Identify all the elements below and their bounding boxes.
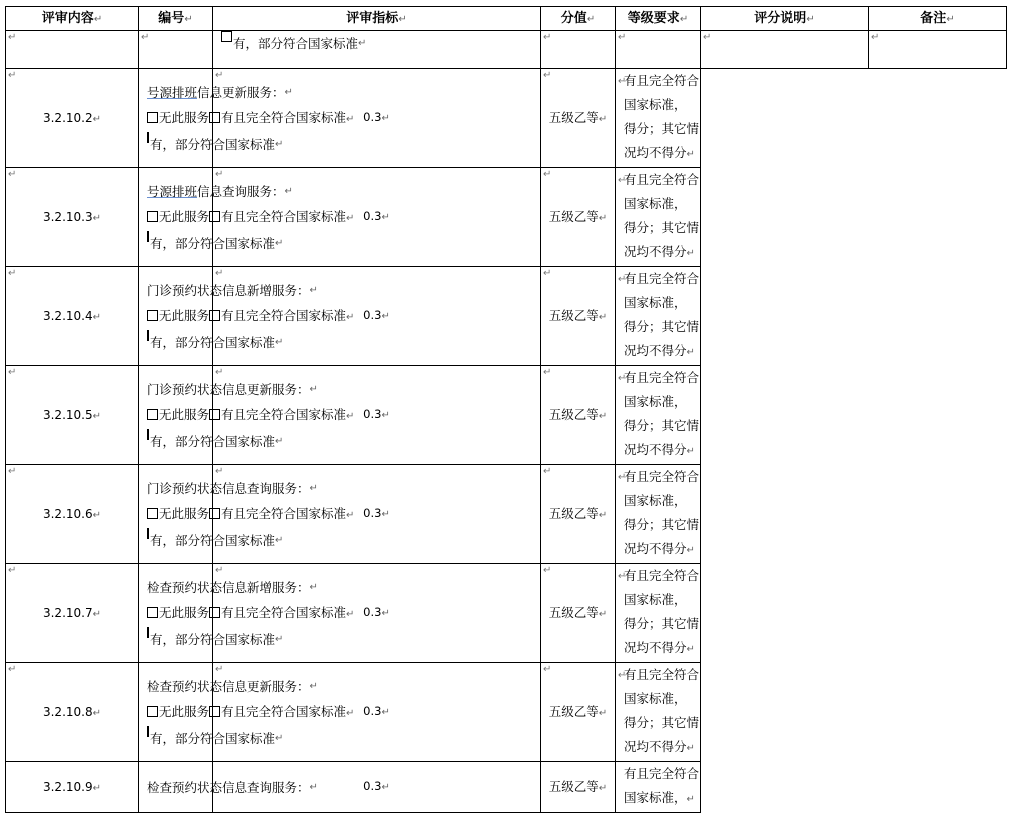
header-number: 编号↵ (139, 7, 213, 31)
item-number: 3.2.10.4 (42, 308, 93, 323)
option-none: 无此服务 (147, 303, 209, 330)
checkbox-icon[interactable] (147, 409, 158, 420)
explanation-cell: ↵ 有且完全符合国家标准， 得分；其它情况均不得分↵ (616, 366, 701, 465)
title-text: 检查预约状态信息查询服务： (147, 779, 310, 795)
score-value: 0.3 (363, 407, 382, 421)
score-cell: ↵ 0.3↵ (213, 69, 541, 168)
level-cell: ↵ 五级乙等↵ (541, 267, 616, 366)
option-partial: 有，部分符合国家标准 ↵ (147, 726, 206, 751)
level-value: 五级乙等 (548, 209, 599, 224)
item-number: 3.2.10.5 (42, 407, 93, 422)
explanation-cell: ↵ 有且完全符合国家标准， 得分；其它情况均不得分↵ (616, 465, 701, 564)
score-cell: ↵ 0.3↵ (213, 366, 541, 465)
title-text: 门诊预约状态信息查询服务： (147, 480, 310, 496)
indicator-title: 门诊预约状态信息更新服务： ↵ (147, 377, 206, 402)
explanation-cell: ↵ 有且完全符合国家标准， 得分；其它情况均不得分↵ (616, 663, 701, 762)
item-number: 3.2.10.2 (42, 110, 93, 125)
explanation-line-2: 得分；其它情况均不得分 (624, 418, 700, 457)
explanation-line-2: 得分；其它情况均不得分 (624, 715, 700, 754)
score-cell: ↵ 0.3↵ (213, 663, 541, 762)
option-full: 有且完全符合国家标准↵ (209, 600, 354, 627)
table-row (6, 267, 1007, 366)
item-number: 3.2.10.7 (42, 605, 93, 620)
level-cell: ↵ 五级乙等↵ (541, 168, 616, 267)
explanation-cell: 有且完全符合国家标准，↵ (616, 762, 701, 813)
title-text: 信息更新服务： (197, 84, 285, 100)
item-number: 3.2.10.6 (42, 506, 93, 521)
checkbox-icon[interactable] (147, 508, 158, 519)
checkbox-icon[interactable] (147, 231, 149, 242)
indicator-title: 门诊预约状态信息新增服务： ↵ (147, 278, 206, 303)
explanation-cell: ↵ 有且完全符合国家标准， 得分；其它情况均不得分↵ (616, 564, 701, 663)
table-row (6, 564, 1007, 663)
title-underlined: 号源排班 (147, 84, 198, 100)
number-cell: 3.2.10.9↵ (6, 762, 139, 813)
item-number: 3.2.10.8 (42, 704, 93, 719)
explanation-line-2: 得分；其它情况均不得分 (624, 616, 700, 655)
score-cell: ↵ (541, 31, 616, 69)
title-text: 检查预约状态信息更新服务： (147, 678, 310, 694)
option-full: 有且完全符合国家标准↵ (209, 402, 354, 429)
explanation-line-1: 有且完全符合国家标准， (624, 766, 700, 805)
score-value: 0.3 (363, 506, 382, 520)
explanation-line-1: 有且完全符合国家标准， (624, 271, 700, 310)
option-partial: 有，部分符合国家标准 ↵ (147, 231, 206, 256)
explanation-line-1: 有且完全符合国家标准， (624, 469, 700, 508)
score-cell: ↵ 0.3↵ (213, 465, 541, 564)
level-cell: ↵ (616, 31, 701, 69)
checkbox-icon[interactable] (147, 528, 149, 539)
score-value: 0.3 (363, 605, 382, 619)
score-value: 0.3 (363, 704, 382, 718)
title-text: 门诊预约状态信息新增服务： (147, 282, 310, 298)
title-text: 检查预约状态信息新增服务： (147, 579, 310, 595)
checkbox-icon[interactable] (147, 706, 158, 717)
table-row (6, 366, 1007, 465)
header-indicator: 评审指标↵ (213, 7, 541, 31)
level-value: 五级乙等 (548, 110, 599, 125)
number-cell: ↵ 3.2.10.3↵ (6, 168, 139, 267)
title-text: 信息查询服务： (197, 183, 285, 199)
header-level: 等级要求↵ (616, 7, 701, 31)
level-cell: ↵ 五级乙等↵ (541, 663, 616, 762)
score-cell: ↵ 0.3↵ (213, 168, 541, 267)
score-value: 0.3 (363, 209, 382, 223)
explanation-line-1: 有且完全符合国家标准， (624, 172, 700, 211)
content-cell: ↵ (6, 31, 139, 69)
checkbox-icon[interactable] (147, 112, 158, 123)
option-full: 有且完全符合国家标准↵ (209, 105, 354, 132)
table-row (6, 762, 1007, 813)
checkbox-icon[interactable] (147, 607, 158, 618)
option-partial: 有，部分符合国家标准 ↵ (147, 330, 206, 355)
table-row (6, 465, 1007, 564)
header-score: 分值↵ (541, 7, 616, 31)
level-cell: ↵ 五级乙等↵ (541, 366, 616, 465)
option-none: 无此服务 (147, 402, 209, 429)
level-cell: ↵ 五级乙等↵ (541, 465, 616, 564)
remarks-cell: ↵ (869, 31, 1007, 69)
score-cell: ↵ 0.3↵ (213, 267, 541, 366)
level-value: 五级乙等 (548, 308, 599, 323)
checkbox-icon[interactable] (147, 132, 149, 143)
explanation-line-2: 得分；其它情况均不得分 (624, 517, 700, 556)
header-remarks: 备注↵ (869, 7, 1007, 31)
option-none: 无此服务 (147, 699, 209, 726)
number-cell: ↵ 3.2.10.7↵ (6, 564, 139, 663)
level-value: 五级乙等 (548, 506, 599, 521)
table-row (6, 663, 1007, 762)
table-row (6, 168, 1007, 267)
option-partial: 有，部分符合国家标准 ↵ (147, 132, 206, 157)
score-value: 0.3 (363, 110, 382, 124)
explanation-cell: ↵ (701, 31, 869, 69)
option-full: 有且完全符合国家标准↵ (209, 204, 354, 231)
level-value: 五级乙等 (548, 704, 599, 719)
option-partial: 有，部分符合国家标准 ↵ (147, 528, 206, 553)
option-partial: 有，部分符合国家标准 ↵ (147, 627, 206, 652)
number-cell: ↵ 3.2.10.6↵ (6, 465, 139, 564)
option-full: 有且完全符合国家标准↵ (209, 303, 354, 330)
number-cell: ↵ 3.2.10.4↵ (6, 267, 139, 366)
checkbox-icon[interactable] (147, 211, 158, 222)
indicator-title: 门诊预约状态信息查询服务： ↵ (147, 476, 206, 501)
explanation-line-1: 有且完全符合国家标准， (624, 667, 700, 706)
number-cell: ↵ 3.2.10.8↵ (6, 663, 139, 762)
level-value: 五级乙等 (548, 407, 599, 422)
evaluation-table (5, 6, 1007, 813)
explanation-line-1: 有且完全符合国家标准， (624, 73, 700, 112)
number-cell: ↵ 3.2.10.5↵ (6, 366, 139, 465)
level-cell: ↵ 五级乙等↵ (541, 69, 616, 168)
indicator-title: 检查预约状态信息更新服务： ↵ (147, 674, 206, 699)
explanation-line-1: 有且完全符合国家标准， (624, 370, 700, 409)
checkbox-icon[interactable] (147, 726, 149, 737)
header-explanation: 评分说明↵ (701, 7, 869, 31)
option-none: 无此服务 (147, 600, 209, 627)
table-row (6, 31, 1007, 69)
indicator-cell (213, 31, 541, 69)
level-cell: ↵ 五级乙等↵ (541, 564, 616, 663)
indicator-title: 号源排班 信息更新服务： ↵ (147, 80, 206, 105)
option-partial: 有，部分符合国家标准 ↵ (147, 429, 206, 454)
explanation-line-1: 有且完全符合国家标准， (624, 568, 700, 607)
table-row (6, 69, 1007, 168)
indicator-cell: 检查预约状态信息查询服务： ↵ (139, 762, 213, 813)
explanation-line-2: 得分；其它情况均不得分 (624, 220, 700, 259)
number-cell: ↵ 3.2.10.2↵ (6, 69, 139, 168)
title-underlined: 号源排班 (147, 183, 198, 199)
level-value: 五级乙等 (548, 779, 599, 794)
option-none: 无此服务 (147, 501, 209, 528)
option-partial: 有，部分符合国家标准 ↵ (221, 31, 534, 56)
option-full: 有且完全符合国家标准↵ (209, 699, 354, 726)
option-none: 无此服务 (147, 204, 209, 231)
explanation-line-2: 得分；其它情况均不得分 (624, 121, 700, 160)
number-cell: ↵ (139, 31, 213, 69)
item-number: 3.2.10.3 (42, 209, 93, 224)
score-value: 0.3 (363, 308, 382, 322)
indicator-title: 检查预约状态信息新增服务： ↵ (147, 575, 206, 600)
level-cell: 五级乙等↵ (541, 762, 616, 813)
explanation-cell: ↵ 有且完全符合国家标准， 得分；其它情况均不得分↵ (616, 168, 701, 267)
score-value: 0.3 (363, 779, 382, 793)
level-value: 五级乙等 (548, 605, 599, 620)
header-content: 评审内容↵ (6, 7, 139, 31)
option-none: 无此服务 (147, 105, 209, 132)
header-row (6, 7, 1007, 31)
checkbox-icon[interactable] (147, 330, 149, 341)
score-cell: 0.3↵ (213, 762, 541, 813)
checkbox-icon[interactable] (147, 310, 158, 321)
score-cell: ↵ 0.3↵ (213, 564, 541, 663)
checkbox-icon[interactable] (147, 627, 149, 638)
explanation-cell: ↵ 有且完全符合国家标准， 得分；其它情况均不得分↵ (616, 267, 701, 366)
checkbox-icon[interactable] (221, 31, 232, 42)
title-text: 门诊预约状态信息更新服务： (147, 381, 310, 397)
checkbox-icon[interactable] (147, 429, 149, 440)
item-number: 3.2.10.9 (42, 779, 93, 794)
explanation-line-2: 得分；其它情况均不得分 (624, 319, 700, 358)
option-full: 有且完全符合国家标准↵ (209, 501, 354, 528)
explanation-cell: ↵ 有且完全符合国家标准， 得分；其它情况均不得分↵ (616, 69, 701, 168)
indicator-title: 号源排班 信息查询服务： ↵ (147, 179, 206, 204)
